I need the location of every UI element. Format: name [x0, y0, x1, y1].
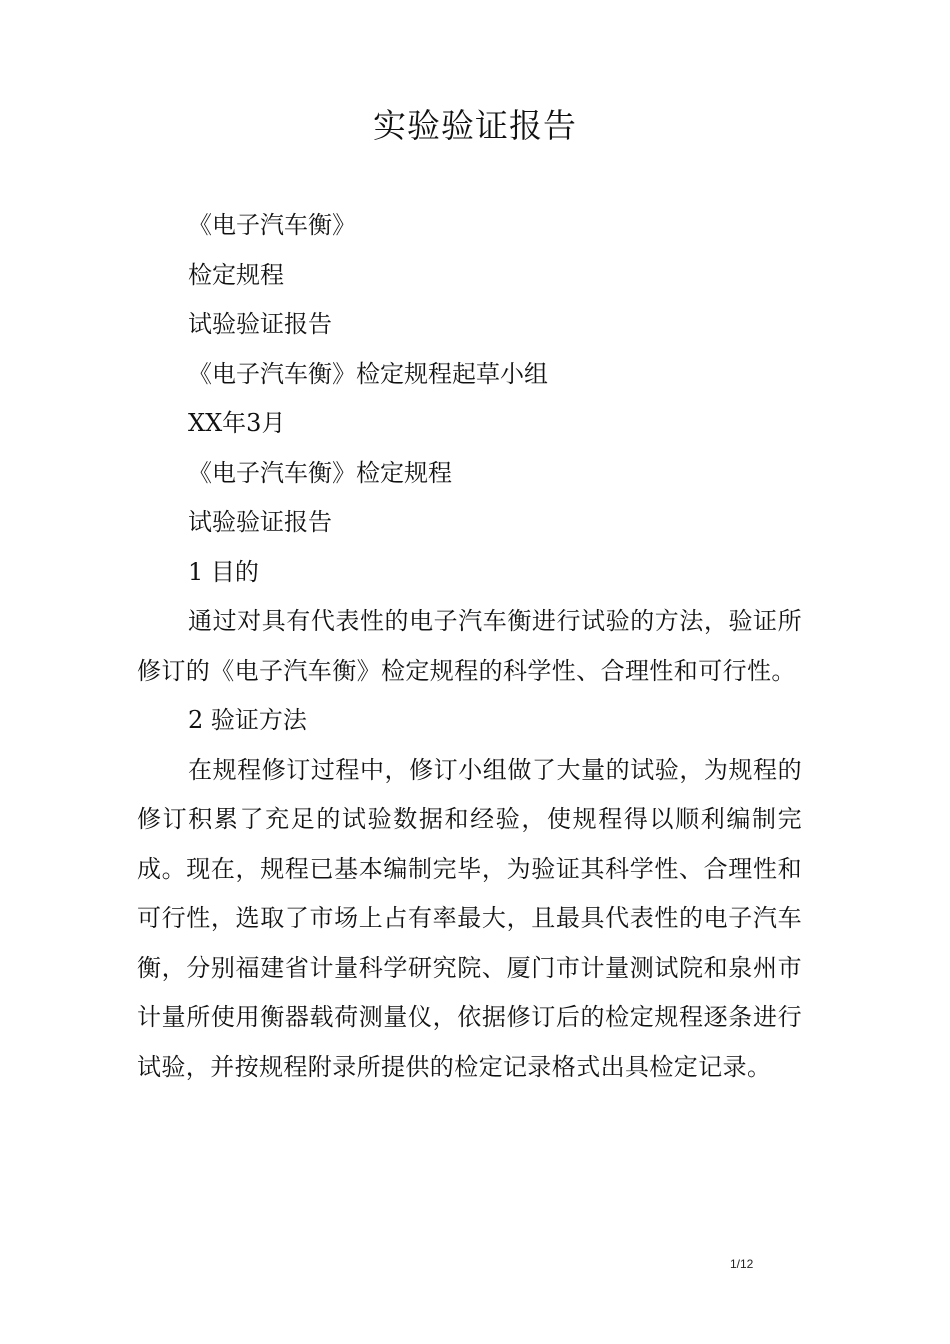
page-number: 1/12 [730, 1257, 754, 1271]
report-line-subtitle: 试验验证报告 [188, 508, 332, 536]
cover-line-date: XX年3月 [188, 409, 286, 437]
document-title: 实验验证报告 [373, 106, 577, 145]
paragraph-purpose: 通过对具有代表性的电子汽车衡进行试验的方法，验证所修订的《电子汽车衡》检定规程的科学性、合理性和可行性。 [137, 607, 802, 685]
cover-line-drafting-group: 《电子汽车衡》检定规程起草小组 [188, 359, 548, 388]
section-heading-purpose: 1 目的 [188, 557, 259, 586]
cover-line-report: 试验验证报告 [188, 310, 332, 338]
paragraph-method: 在规程修订过程中，修订小组做了大量的试验，为规程的修订积累了充足的试验数据和经验，使规程得以顺利编制完成。现在，规程已基本编制完毕，为验证其科学性、合理性和可行性，选取了市场上占有率最大，且最具代表性的电子汽车衡，分别福建省计量科学研究院、厦门市计量测试院和泉州市计量所使用衡器载荷测量仪，依据修订后的检定规程逐条进行试验，并按规程附录所提供的检定记录格式出具检定记录。 [137, 755, 802, 1081]
cover-line-regulation: 检定规程 [188, 260, 284, 289]
cover-line-title: 《电子汽车衡》 [188, 211, 356, 239]
document-body [137, 201, 802, 1092]
report-line-title: 《电子汽车衡》检定规程 [188, 458, 452, 487]
section-heading-method: 2 验证方法 [188, 706, 307, 734]
